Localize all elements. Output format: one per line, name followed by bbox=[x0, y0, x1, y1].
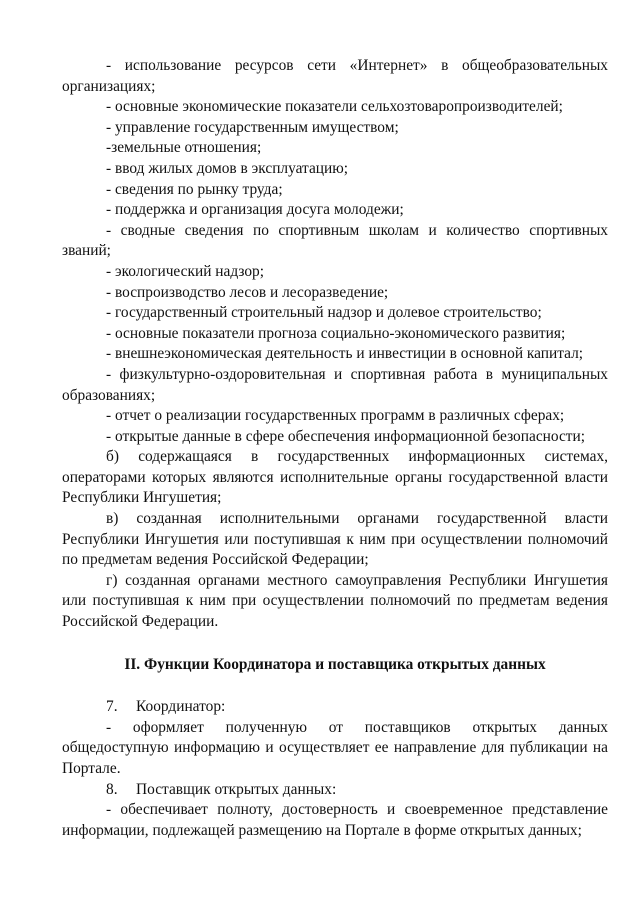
item-8-line bbox=[62, 780, 608, 801]
item-7-line bbox=[62, 697, 608, 718]
item-8-number: 8. bbox=[106, 780, 118, 798]
paragraph-labor-market: - сведения по рынку труда; bbox=[106, 180, 283, 198]
paragraph-youth-leisure: - поддержка и организация досуга молодежи; bbox=[106, 201, 404, 219]
paragraph-economic-indicators: - основные экономические показатели сельхозтоваропроизводителей; bbox=[106, 98, 563, 116]
paragraph-item-g: г) созданная органами местного самоуправления Республики Ингушетия или поступившая к ним при осуществлении полномочий по предметам ведения Российской Федерации. bbox=[62, 571, 608, 631]
spacer bbox=[62, 675, 608, 697]
paragraph-item-v: в) созданная исполнительными органами государственной власти Республики Ингушетия или поступившая к ним при осуществлении полномочий по предметам ведения Российской Федерации; bbox=[62, 510, 608, 569]
paragraph-ecological-supervision: - экологический надзор; bbox=[106, 262, 265, 280]
item-7-number: 7. bbox=[106, 698, 118, 716]
paragraph-coordinator-duty: - оформляет полученную от поставщиков открытых данных общедоступную информацию и осуществляет ее направление для публикации на Портале. bbox=[62, 718, 608, 777]
paragraph-land-relations: -земельные отношения; bbox=[106, 139, 262, 157]
item-8-label: Поставщик открытых данных: bbox=[136, 780, 337, 798]
document-page bbox=[62, 56, 608, 841]
paragraph-state-programs: - отчет о реализации государственных программ в различных сферах; bbox=[106, 407, 565, 425]
spacer bbox=[62, 633, 608, 655]
paragraph-sport-work: - физкультурно-оздоровительная и спортивная работа в муниципальных образованиях; bbox=[62, 365, 608, 404]
paragraph-supplier-duty: - обеспечивает полноту, достоверность и своевременное представление информации, подлежащей размещению на Портале в форме открытых данных; bbox=[62, 801, 608, 839]
paragraph-construction-supervision: - государственный строительный надзор и долевое строительство; bbox=[106, 304, 542, 322]
paragraph-sport-schools: - сводные сведения по спортивным школам и количество спортивных званий; bbox=[62, 221, 608, 260]
section-heading: II. Функции Координатора и поставщика открытых данных bbox=[124, 655, 546, 673]
paragraph-forests: - воспроизводство лесов и лесоразведение; bbox=[106, 283, 389, 301]
paragraph-information-security: - открытые данные в сфере обеспечения информационной безопасности; bbox=[106, 427, 586, 445]
paragraph-housing: - ввод жилых домов в эксплуатацию; bbox=[106, 159, 349, 177]
paragraph-item-b: б) содержащаяся в государственных информационных системах, операторами которых являются исполнительные органы государственной власти Республики Ингушетия; bbox=[62, 448, 608, 507]
paragraph-state-property: - управление государственным имуществом; bbox=[106, 118, 399, 136]
item-7-label: Координатор: bbox=[136, 698, 226, 716]
paragraph-forecast-indicators: - основные показатели прогноза социально-экономического развития; bbox=[106, 324, 566, 342]
paragraph-foreign-economic: - внешнеэкономическая деятельность и инвестиции в основной капитал; bbox=[106, 345, 584, 363]
paragraph-internet-resources: - использование ресурсов сети «Интернет» в общеобразовательных организациях; bbox=[62, 57, 608, 95]
